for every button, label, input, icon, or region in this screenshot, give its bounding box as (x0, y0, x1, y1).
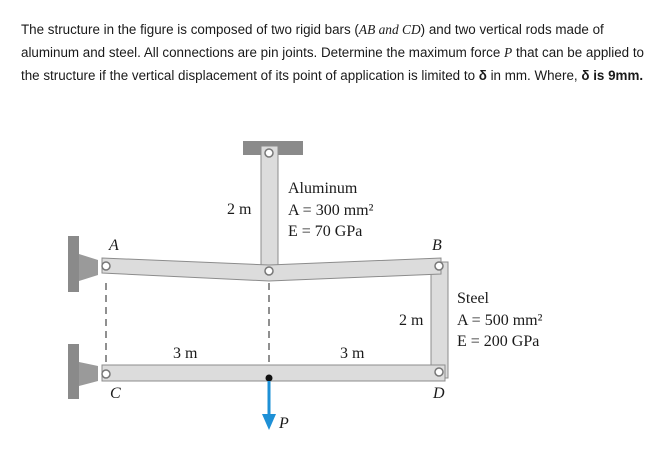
pin-D (435, 368, 443, 376)
wall-A (68, 236, 79, 292)
force-arrow-head (262, 414, 276, 430)
aluminum-area: A = 300 mm² (288, 202, 374, 219)
pin-aluminum-bottom (265, 267, 273, 275)
problem-statement: The structure in the figure is composed of two rigid bars (AB and CD) and two vertical rods made of aluminum and steel. All connections are pin joints. Determine the maximum force P that can be applied to the structure if the vertical displacement of its point of application is limited to δ in mm. Where, δ is 9mm. (21, 22, 644, 83)
load-point (266, 375, 273, 382)
steel-rod (431, 262, 448, 378)
label-B: B (432, 237, 442, 254)
pin-A (102, 262, 110, 270)
aluminum-rod (261, 146, 278, 274)
bracket-A (79, 254, 98, 281)
steel-name: Steel (457, 290, 489, 307)
delta-value: δ is 9mm. (581, 68, 644, 83)
pin-C (102, 370, 110, 378)
aluminum-length: 2 m (227, 201, 252, 218)
bars-label: AB and CD (358, 22, 421, 37)
dim-right-span: 3 m (340, 345, 365, 362)
wall-C (68, 344, 79, 399)
aluminum-modulus: E = 70 GPa (288, 223, 363, 240)
aluminum-name: Aluminum (288, 180, 358, 197)
label-D: D (433, 385, 445, 402)
pin-B (435, 262, 443, 270)
label-A: A (109, 237, 119, 254)
label-P: P (279, 415, 289, 432)
delta-symbol: δ (478, 68, 487, 83)
steel-length: 2 m (399, 312, 424, 329)
steel-area: A = 500 mm² (457, 312, 543, 329)
bar-CD (102, 365, 445, 381)
bracket-C (79, 362, 98, 386)
dim-left-span: 3 m (173, 345, 198, 362)
steel-modulus: E = 200 GPa (457, 333, 540, 350)
force-symbol: P (504, 45, 513, 60)
pin-top (265, 149, 273, 157)
label-C: C (110, 385, 121, 402)
